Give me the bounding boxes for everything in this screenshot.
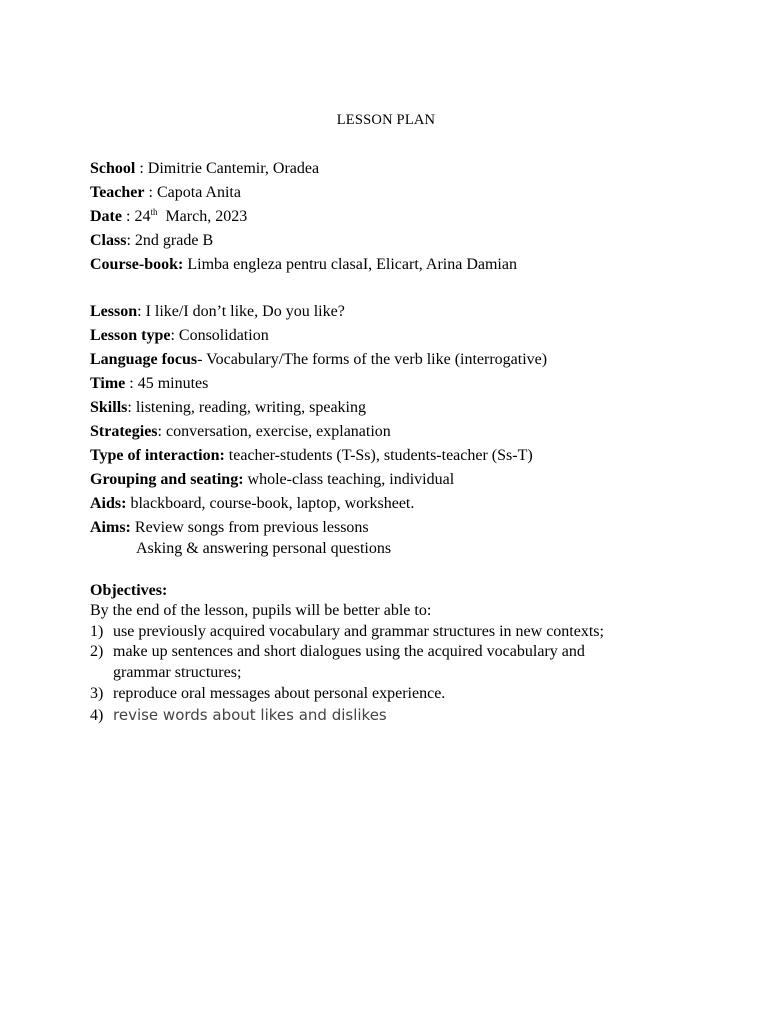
field-class: Class: 2nd grade B	[90, 232, 214, 249]
objective-number: 4)	[90, 707, 104, 724]
aims-continuation: Asking & answering personal questions	[136, 540, 392, 557]
field-teacher: Teacher : Capota Anita	[90, 184, 241, 201]
objective-text: revise words about likes and dislikes	[113, 706, 387, 724]
field-label: Date	[90, 208, 122, 225]
field-value: listening, reading, writing, speaking	[135, 399, 366, 416]
field-grouping-seating	[90, 470, 454, 490]
objective-item	[90, 705, 387, 726]
objectives-intro: By the end of the lesson, pupils will be better able to:	[90, 602, 432, 619]
field-label: Grouping and seating:	[90, 471, 244, 488]
field-label: Strategies	[90, 423, 158, 440]
field-strategies: Strategies: conversation, exercise, explanation	[90, 423, 391, 440]
field-language-focus: Language focus- Vocabulary/The forms of the verb like (interrogative)	[90, 351, 548, 368]
objective-number: 3)	[90, 685, 104, 702]
field-skills: Skills: listening, reading, writing, speaking	[90, 399, 366, 416]
field-date: Date : 24th March, 2023	[90, 207, 248, 225]
field-aims	[90, 518, 369, 538]
field-value: conversation, exercise, explanation	[165, 423, 391, 440]
field-label: Aids:	[90, 495, 127, 512]
field-value: I like/I don’t like, Do you like?	[145, 303, 345, 320]
objective-item	[90, 642, 585, 662]
field-label: Language focus	[90, 351, 198, 368]
field-value: Dimitrie Cantemir, Oradea	[147, 160, 320, 177]
field-aids	[90, 494, 414, 514]
date-day: 24	[134, 208, 151, 225]
objective-number: 2)	[90, 643, 104, 660]
field-label: Lesson	[90, 303, 138, 320]
field-value: 45 minutes	[137, 375, 209, 392]
field-label: Class	[90, 232, 127, 249]
field-label: Aims:	[90, 519, 131, 536]
field-value: 2nd grade B	[134, 232, 214, 249]
date-day-suffix: th	[150, 207, 158, 217]
objective-text: use previously acquired vocabulary and grammar structures in new contexts;	[113, 623, 604, 640]
field-label: School	[90, 160, 136, 177]
field-course-book	[90, 255, 517, 275]
objective-item	[90, 622, 604, 642]
field-label: Time	[90, 375, 126, 392]
objective-text: make up sentences and short dialogues using the acquired vocabulary and	[113, 643, 585, 660]
field-value: blackboard, course-book, laptop, worksheet.	[130, 495, 415, 512]
objectives-heading: Objectives:	[90, 582, 168, 599]
field-lesson-type: Lesson type: Consolidation	[90, 327, 269, 344]
field-label: Type of interaction:	[90, 447, 225, 464]
objective-item	[90, 684, 445, 704]
field-value: Consolidation	[178, 327, 269, 344]
field-value: Limba engleza pentru clasaI, Elicart, Arina Damian	[187, 256, 517, 273]
field-label: Course-book:	[90, 256, 184, 273]
field-time: Time : 45 minutes	[90, 375, 209, 392]
field-label: Teacher	[90, 184, 145, 201]
field-lesson: Lesson: I like/I don’t like, Do you like?	[90, 303, 345, 320]
field-value: teacher-students (T-Ss), students-teacher (Ss-T)	[228, 447, 533, 464]
field-value: Vocabulary/The forms of the verb like (interrogative)	[206, 351, 548, 368]
field-value: March, 2023	[157, 208, 248, 225]
field-type-of-interaction	[90, 446, 533, 466]
field-school: School : Dimitrie Cantemir, Oradea	[90, 160, 320, 177]
objective-text: reproduce oral messages about personal experience.	[113, 685, 446, 702]
field-value: Review songs from previous lessons	[134, 519, 369, 536]
field-label: Skills	[90, 399, 128, 416]
field-value: Capota Anita	[156, 184, 241, 201]
field-value: whole-class teaching, individual	[247, 471, 455, 488]
objective-text: grammar structures;	[113, 664, 242, 681]
objective-number: 1)	[90, 623, 104, 640]
page-title: LESSON PLAN	[336, 112, 436, 128]
objective-item-continuation	[90, 663, 241, 683]
field-label: Lesson type	[90, 327, 171, 344]
